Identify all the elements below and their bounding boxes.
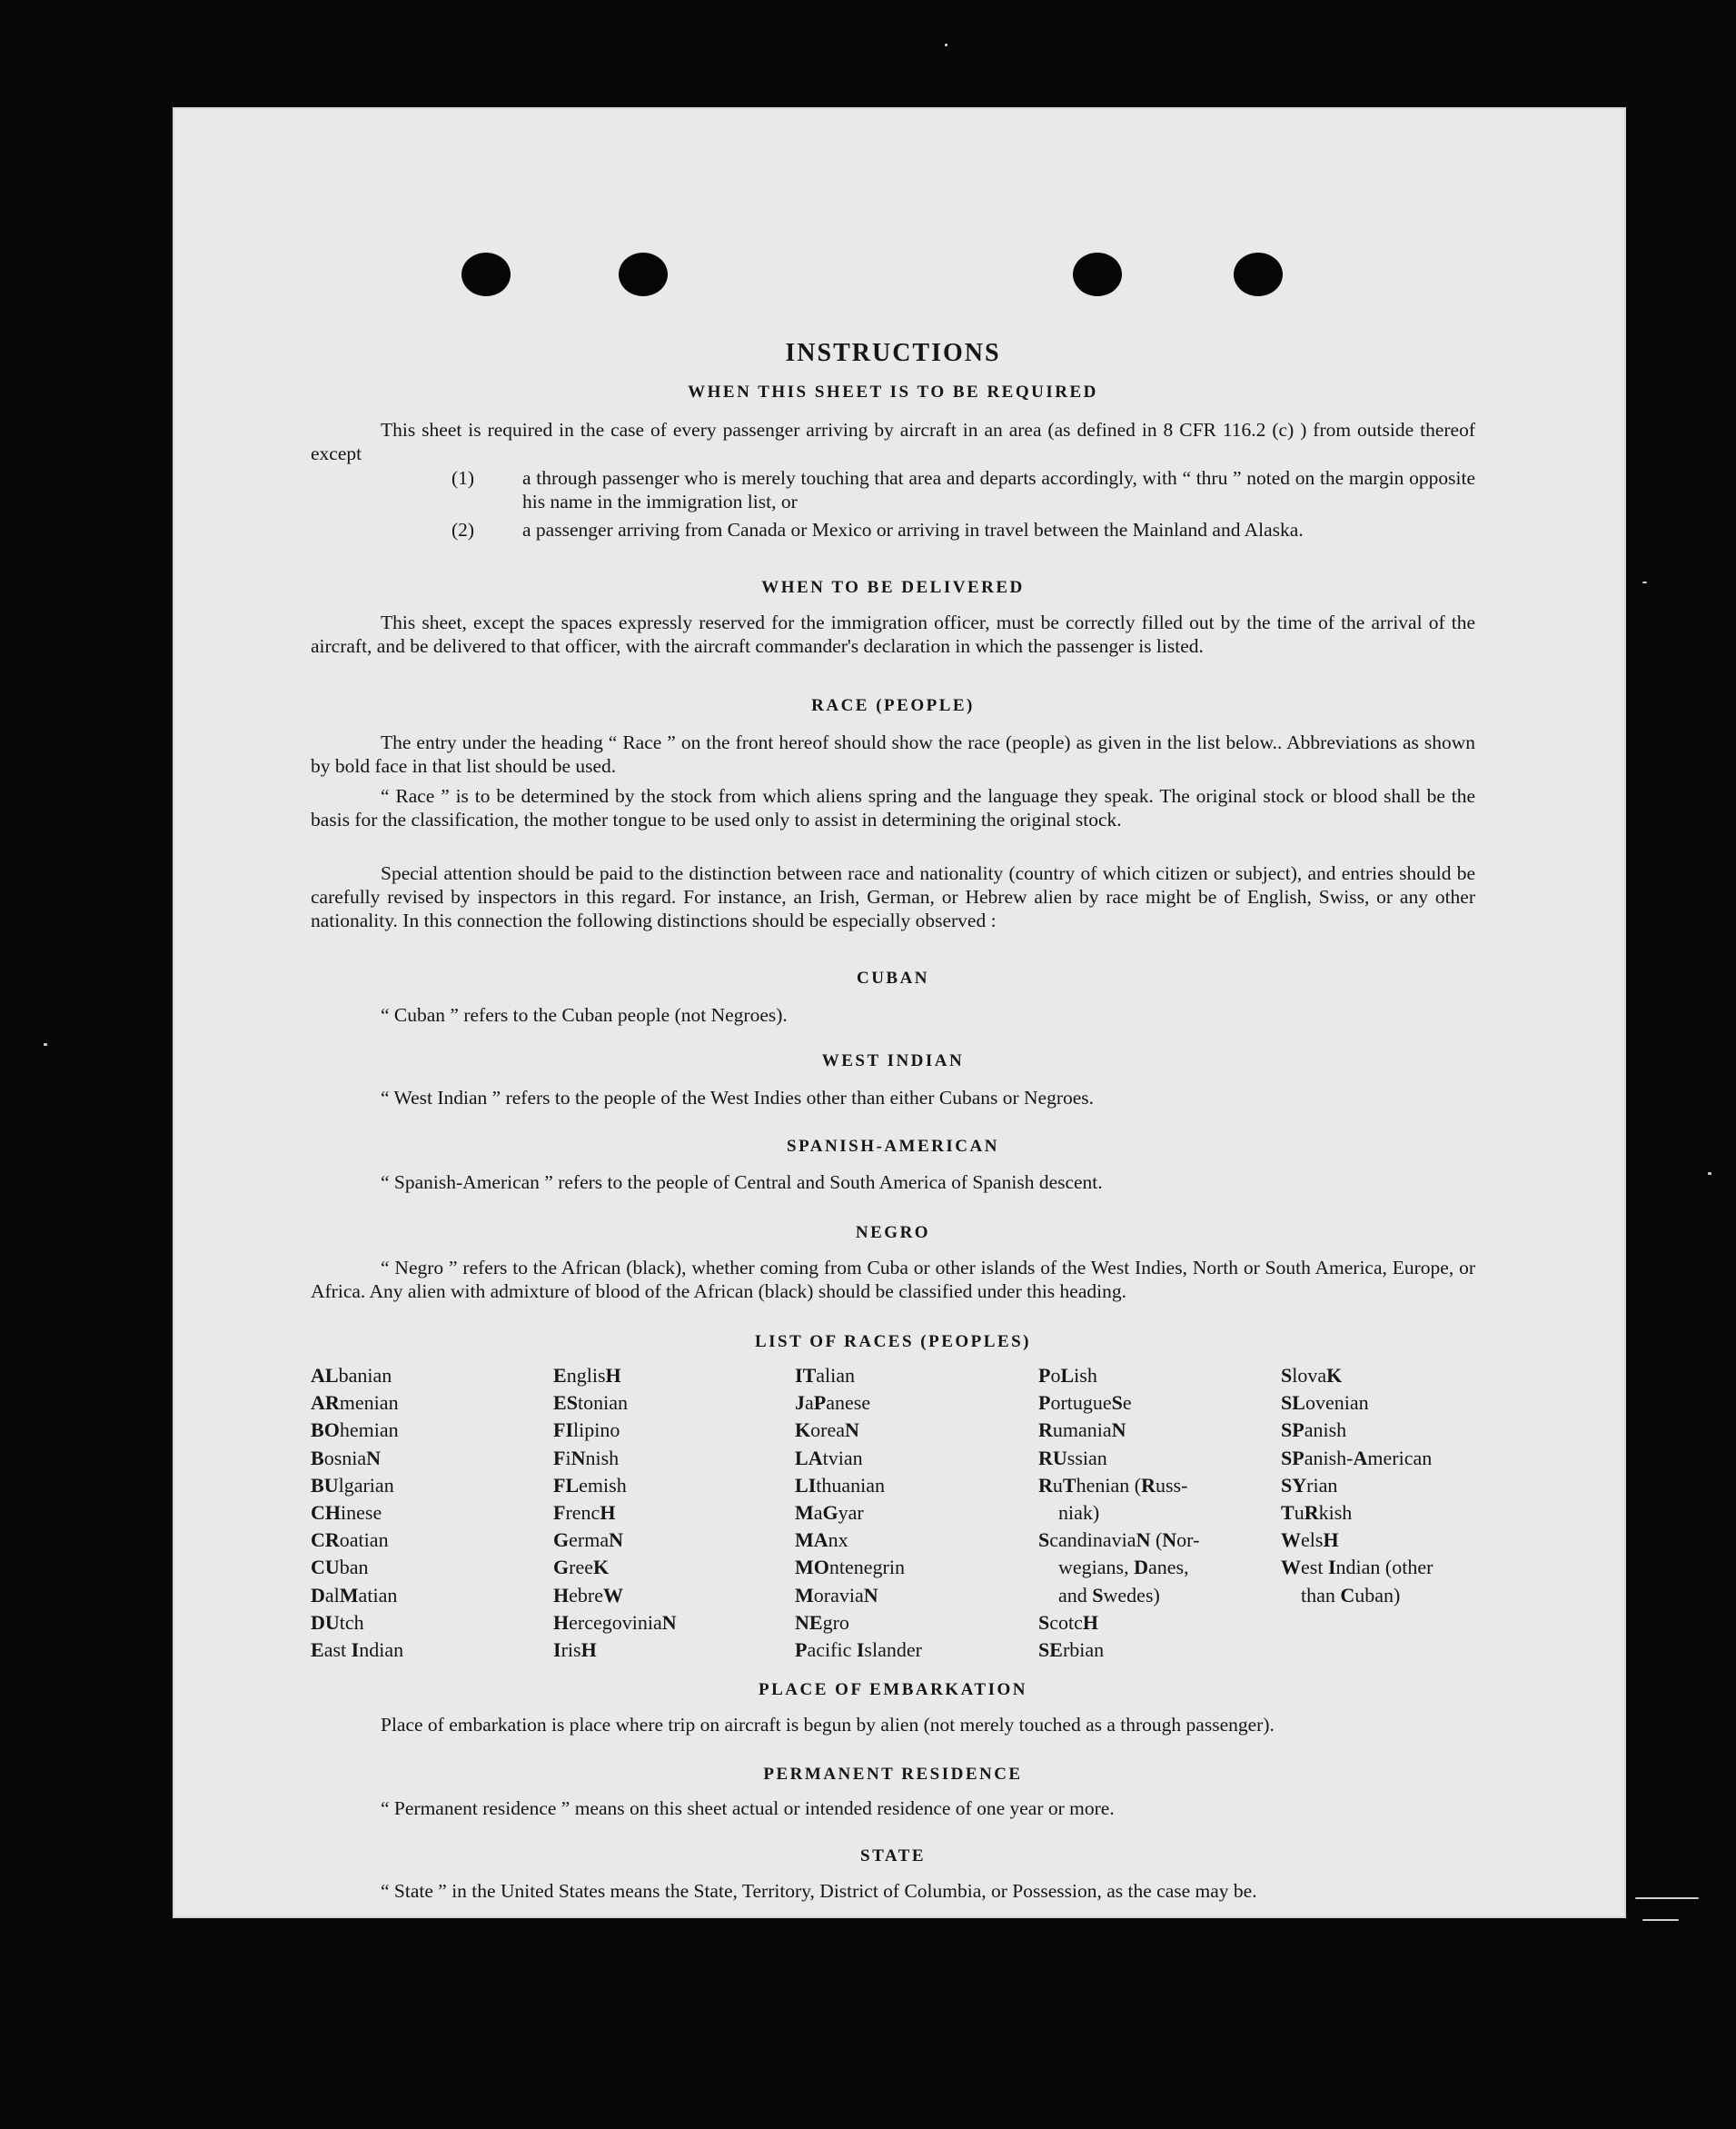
race-item: RUssian (1038, 1446, 1107, 1469)
race-column (311, 1362, 403, 1664)
punch-hole (619, 253, 668, 296)
paragraph: “ Race ” is to be determined by the stock from which aliens spring and the language they speak. The original stock or blood shall be the basis for the classification, the mother tongue to be used only to assist in determining the original stock. (311, 785, 1475, 831)
paragraph: The entry under the heading “ Race ” on the front hereof should show the race (people) as given in the list below.. Abbreviations as shown by bold face in that list should be used. (311, 731, 1475, 777)
race-item: IrisH (553, 1638, 597, 1662)
section-heading: SPANISH-AMERICAN (787, 1137, 999, 1156)
race-item: FrencH (553, 1501, 616, 1525)
race-item: GreeK (553, 1556, 610, 1579)
race-item: SErbian (1038, 1638, 1105, 1662)
race-item: Pacific Islander (795, 1638, 922, 1662)
page-title: INSTRUCTIONS (785, 339, 1001, 367)
race-item: ITalian (795, 1364, 856, 1387)
paragraph: This sheet, except the spaces expressly reserved for the immigration officer, must be correctly filled out by the time of the arrival of the aircraft, and be delivered to that officer, with the aircraft commander's declaration in which the passenger is listed. (311, 612, 1475, 657)
race-column (795, 1362, 922, 1664)
paragraph: “ Cuban ” refers to the Cuban people (not Negroes). (381, 1004, 788, 1026)
race-item: RuThenian (Russ- (1038, 1473, 1188, 1497)
race-item: SLovenian (1281, 1391, 1369, 1415)
race-column (553, 1362, 677, 1664)
race-item: KoreaN (795, 1418, 859, 1442)
race-item: EnglisH (553, 1364, 621, 1387)
race-item: BosniaN (311, 1446, 382, 1469)
race-item: ScotcH (1038, 1610, 1099, 1634)
race-item: NEgro (795, 1610, 849, 1634)
race-item: FiNnish (553, 1446, 620, 1469)
paragraph: “ Spanish-American ” refers to the people of Central and South America of Spanish descent. (381, 1171, 1103, 1193)
section-heading: WHEN THIS SHEET IS TO BE REQUIRED (688, 383, 1098, 402)
section-heading: PLACE OF EMBARKATION (759, 1680, 1027, 1699)
punch-hole (1234, 253, 1283, 296)
race-column (1281, 1362, 1433, 1609)
paragraph: “ Negro ” refers to the African (black), whether coming from Cuba or other islands of the West Indies, North or South America, Europe, or Africa. Any alien with admixture of blood of the African (black) should be classified under this heading. (311, 1257, 1475, 1302)
paragraph: “ West Indian ” refers to the people of the West Indies other than either Cubans or Negroes. (381, 1087, 1095, 1109)
section-heading: WEST INDIAN (821, 1051, 965, 1070)
race-item: CUban (311, 1556, 369, 1579)
race-item: HebreW (553, 1583, 623, 1607)
speck (1642, 582, 1647, 583)
race-item: HercegoviniaN (553, 1610, 677, 1634)
race-item: wegians, Danes, (1058, 1556, 1189, 1579)
speck (1635, 1897, 1699, 1899)
section-heading: CUBAN (856, 969, 930, 988)
punch-hole (1073, 253, 1122, 296)
item-text: a passenger arriving from Canada or Mexico or arriving in travel between the Mainland and Alaska. (522, 519, 1304, 541)
paragraph: “ State ” in the United States means the State, Territory, District of Columbia, or Possession, as the case may be. (381, 1880, 1257, 1902)
race-item: BUlgarian (311, 1473, 394, 1497)
race-item: PoLish (1038, 1364, 1097, 1387)
race-item: niak) (1058, 1501, 1100, 1525)
speck (1708, 1172, 1711, 1175)
item-number: (1) (451, 467, 475, 489)
race-item: GermaN (553, 1528, 623, 1552)
punch-hole (461, 253, 511, 296)
speck (44, 1043, 47, 1046)
race-item: West Indian (other (1281, 1556, 1433, 1579)
list-item (451, 518, 1475, 542)
race-item: RumaniaN (1038, 1418, 1126, 1442)
race-item: SYrian (1281, 1473, 1338, 1497)
race-item: East Indian (311, 1638, 404, 1662)
paragraph: Special attention should be paid to the distinction between race and nationality (country of which citizen or subject), and entries should be carefully revised by inspectors in this regard. For instance, an Irish, German, or Hebrew alien by race might be of English, Swiss, or any other nationality. In this connection the following distinctions should be especially observed : (311, 862, 1475, 931)
paragraph: “ Permanent residence ” means on this sheet actual or intended residence of one year or more. (381, 1797, 1115, 1819)
race-item: than Cuban) (1301, 1583, 1401, 1607)
race-item: ALbanian (311, 1364, 392, 1387)
speck (1642, 1919, 1679, 1921)
item-number: (2) (451, 519, 475, 541)
race-item: CHinese (311, 1501, 382, 1525)
race-item: TuRkish (1281, 1501, 1353, 1525)
race-item: SPanish-American (1281, 1446, 1433, 1469)
race-item: CRoatian (311, 1528, 389, 1552)
section-heading: STATE (860, 1846, 926, 1865)
race-item: BOhemian (311, 1418, 399, 1442)
race-item: LAtvian (795, 1446, 863, 1469)
section-heading: PERMANENT RESIDENCE (763, 1765, 1023, 1784)
document-page (173, 107, 1626, 1918)
race-item: JaPanese (795, 1391, 871, 1415)
list-item (451, 466, 1475, 513)
race-item: MoraviaN (795, 1583, 878, 1607)
section-heading: NEGRO (855, 1223, 931, 1242)
race-item: MOntenegrin (795, 1556, 905, 1579)
race-item: SPanish (1281, 1418, 1347, 1442)
section-heading: WHEN TO BE DELIVERED (761, 578, 1025, 597)
item-text: a through passenger who is merely touching that area and departs accordingly, with “ thru ” noted on the margin opposite his name in the immigration list, or (522, 467, 1475, 512)
paragraph: Place of embarkation is place where trip on aircraft is begun by alien (not merely touched as a through passenger). (381, 1714, 1275, 1736)
race-item: FLemish (553, 1473, 627, 1497)
race-item: DUtch (311, 1610, 364, 1634)
section-heading: RACE (PEOPLE) (811, 696, 975, 715)
race-item: DalMatian (311, 1583, 398, 1607)
speck (945, 44, 947, 46)
race-item: SlovaK (1281, 1364, 1343, 1387)
race-item: and Swedes) (1058, 1583, 1160, 1607)
race-item: MAnx (795, 1528, 848, 1552)
race-item: PortugueSe (1038, 1391, 1132, 1415)
race-item: ARmenian (311, 1391, 399, 1415)
race-item: LIthuanian (795, 1473, 886, 1497)
section-heading: LIST OF RACES (PEOPLES) (754, 1332, 1032, 1351)
paragraph: This sheet is required in the case of every passenger arriving by aircraft in an area (as defined in 8 CFR 116.2 (c) ) from outside thereof except (311, 419, 1475, 464)
race-item: WelsH (1281, 1528, 1339, 1552)
race-item: FIlipino (553, 1418, 620, 1442)
race-column (1038, 1362, 1199, 1664)
race-item: EStonian (553, 1391, 628, 1415)
race-item: ScandinaviaN (Nor- (1038, 1528, 1200, 1552)
race-item: MaGyar (795, 1501, 864, 1525)
